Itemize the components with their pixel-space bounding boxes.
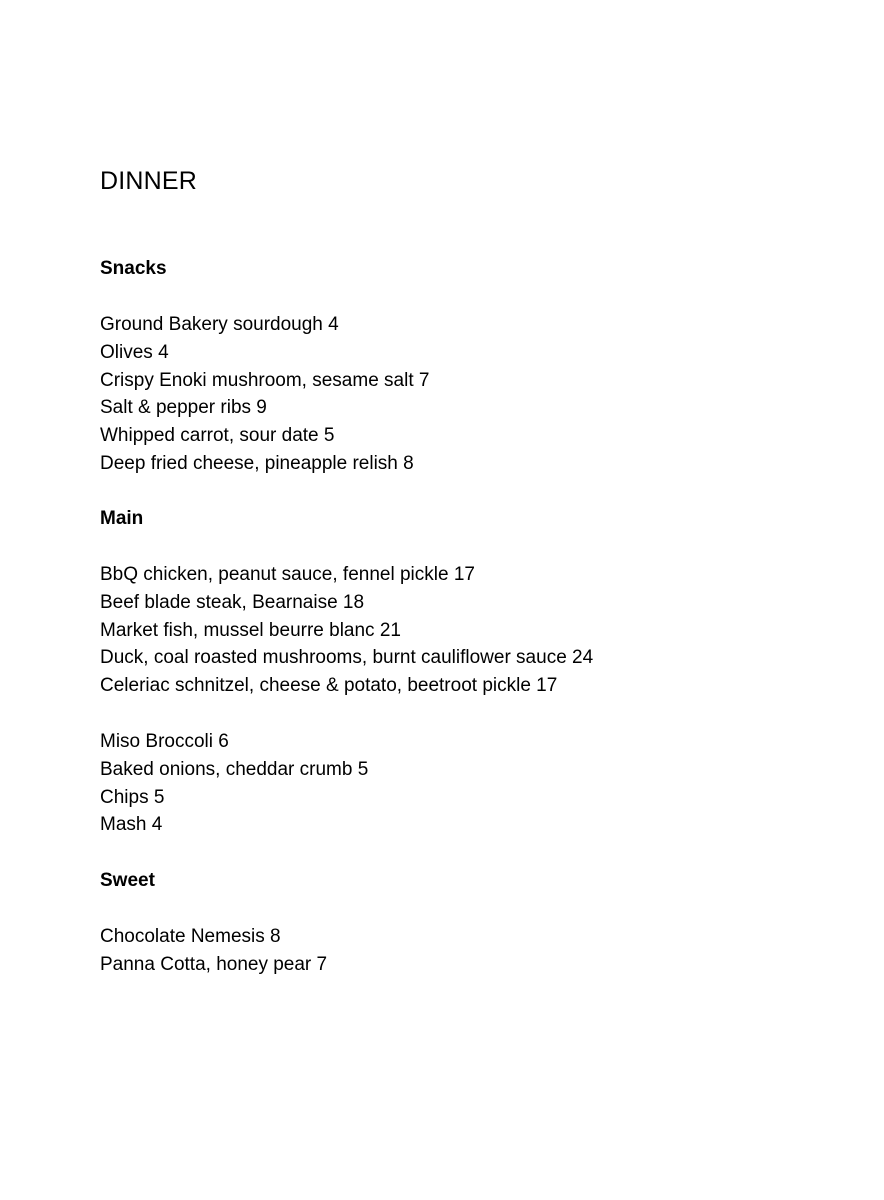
main-heading: Main (100, 508, 144, 529)
snacks-heading: Snacks (100, 258, 167, 279)
menu-item: Whipped carrot, sour date 5 (100, 425, 335, 447)
menu-item: Panna Cotta, honey pear 7 (100, 953, 328, 975)
sweet-heading: Sweet (100, 870, 155, 891)
menu-item: Mash 4 (100, 814, 163, 836)
menu-item: Salt & pepper ribs 9 (100, 397, 267, 419)
snacks-list (100, 311, 429, 478)
menu-item: BbQ chicken, peanut sauce, fennel pickle 17 (100, 564, 475, 585)
menu-item: Ground Bakery sourdough 4 (100, 314, 339, 335)
menu-item: Olives 4 (100, 341, 169, 363)
menu-item: Market fish, mussel beurre blanc 21 (100, 619, 401, 641)
main-list (100, 561, 593, 700)
menu-item: Miso Broccoli 6 (100, 731, 229, 752)
menu-item: Chocolate Nemesis 8 (100, 926, 281, 947)
sides-list (100, 728, 368, 839)
menu-item: Crispy Enoki mushroom, sesame salt 7 (100, 369, 430, 391)
menu-title: DINNER (100, 167, 198, 195)
menu-item: Duck, coal roasted mushrooms, burnt cauliflower sauce 24 (100, 647, 594, 669)
menu-item: Deep fried cheese, pineapple relish 8 (100, 452, 414, 474)
menu-item: Baked onions, cheddar crumb 5 (100, 758, 369, 780)
menu-item: Chips 5 (100, 786, 165, 808)
menu-item: Beef blade steak, Bearnaise 18 (100, 591, 365, 613)
menu-item: Celeriac schnitzel, cheese & potato, beetroot pickle 17 (100, 675, 558, 697)
sweet-list (100, 923, 327, 979)
